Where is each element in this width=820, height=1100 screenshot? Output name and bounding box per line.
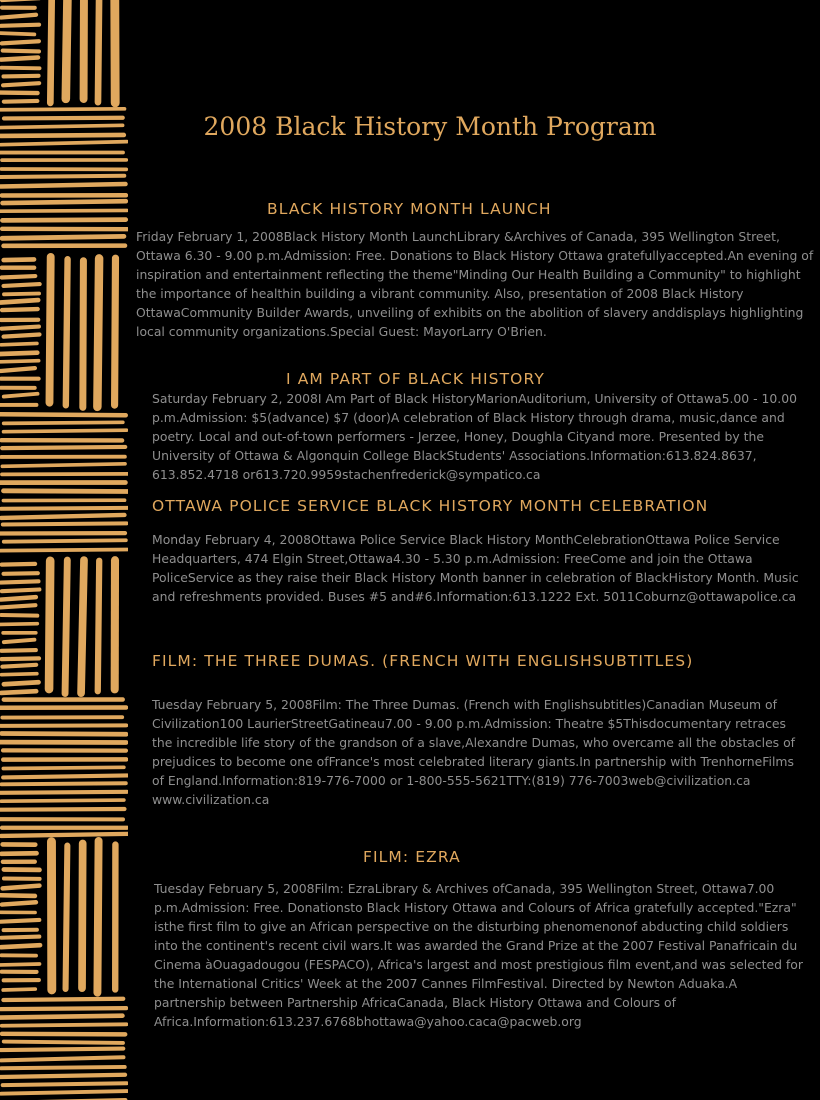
pattern-stroke [3,1083,127,1085]
pattern-stroke [1,792,127,793]
pattern-stroke [1,125,123,127]
pattern-stroke [0,109,124,110]
pattern-stroke [3,51,39,52]
pattern-stroke [4,422,123,423]
pattern-stroke [3,767,124,768]
pattern-stroke [1,15,36,18]
event-description-part-of-history: Saturday February 2, 2008I Am Part of Black HistoryMarionAuditorium, University of Ottawa5.00 - 10.00 p.m.Admission: $5(advance) $7 (door)A celebration of Black History through drama, music,dance and poetry. Local and out-of-town performers - Jerzee, Honey, Doughla Cityand more. Presented by the University of Ottawa & Algonquin College BlackStudents' Associations.Information:613.824.8637, 613.852.4718 or613.720.9959stachenfrederick@sympatico.ca [152,391,798,482]
pattern-stroke [4,259,34,260]
pattern-stroke [3,989,35,990]
pattern-stroke [3,201,126,203]
pattern-stroke [1,1057,123,1060]
pattern-stroke [3,886,40,889]
pattern-stroke [3,491,127,492]
pattern-stroke [2,665,36,667]
event-heading-part-of-history: I AM PART OF BLACK HISTORY [286,370,545,388]
pattern-stroke [98,561,99,691]
pattern-stroke [1,834,128,836]
pattern-stroke [1,691,36,693]
pattern-stroke [66,846,68,989]
pattern-stroke [1,176,125,177]
pattern-stroke [2,447,125,448]
pattern-stroke [4,76,39,77]
pattern-stroke [1,142,127,145]
pattern-stroke [97,841,98,993]
pattern-stroke [2,902,36,904]
pattern-stroke [65,560,67,693]
pattern-stroke [1,515,124,518]
pattern-stroke [82,843,83,988]
event-heading-three-dumas: FILM: THE THREE DUMAS. (FRENCH WITH ENGLISHSUBTITLES) [152,652,694,670]
event-heading-police-celebration: OTTAWA POLICE SERVICE BLACK HISTORY MONTH CELEBRATION [152,497,709,515]
pattern-stroke [0,1075,125,1077]
pattern-stroke [0,361,38,362]
event-description-launch: Friday February 1, 2008Black History Month LaunchLibrary &Archives of Canada, 395 Wellington Street, Ottawa 6.30 - 9.00 p.m.Admission: Free. Donations to Black History Ottawa gratefullyaccepted.An evening of inspiration and entertainment reflecting the theme"Minding Our Health Building a Community" to highlight the importance of healthin building a vibrant community. Also, presentation of 2008 Black History OttawaCommunity Builder Awards, unveiling of exhibits on the abolition of slavery anddisplays highlighting local community organizations.Special Guest: MayorLarry O'Brien. [136,229,814,339]
pattern-stroke [0,414,125,415]
pattern-stroke [4,118,123,119]
pattern-stroke [1,615,37,616]
pattern-stroke [2,658,39,659]
pattern-stroke [2,1024,127,1025]
pattern-stroke [49,257,50,403]
pattern-stroke [1,920,39,922]
pattern-stroke [0,210,127,211]
pattern-stroke [81,560,84,693]
pattern-stroke [1,57,38,59]
pattern-stroke [1,937,39,938]
pattern-stroke [4,682,39,684]
pattern-stroke [4,573,38,574]
pattern-stroke [66,259,68,405]
pattern-stroke [2,236,124,238]
pattern-stroke [4,540,126,541]
event-description-police-celebration: Monday February 4, 2008Ottawa Police Service Black History MonthCelebrationOttawa Police Service Headquarters, 474 Elgin Street,Ottawa4.30 - 5.30 p.m.Admission: FreeCome and join the Ottawa PoliceService as they raise their Black History Month banner in celebration of BlackHistory Month. Music and refreshments provided. Buses #5 and#6.Information:613.1222 Ext. 5011Coburnz@ottawapolice.ca [152,532,799,604]
pattern-stroke [1,135,124,136]
pattern-stroke [2,589,40,591]
pattern-stroke [2,783,126,784]
pattern-stroke [4,294,39,295]
pattern-stroke [0,353,37,354]
pattern-stroke [1,549,128,550]
pattern-stroke [83,261,84,408]
pattern-stroke [2,650,36,651]
pattern-stroke [2,733,127,734]
page-title: 2008 Black History Month Program [203,112,657,141]
pattern-stroke [66,0,68,99]
pattern-stroke [2,327,39,329]
pattern-stroke [1,964,40,965]
pattern-stroke [97,258,99,406]
pattern-stroke [4,284,40,286]
decorative-mudcloth-pattern [0,0,128,1100]
pattern-stroke [2,309,38,310]
event-heading-ezra: FILM: EZRA [363,848,461,866]
event-heading-launch: BLACK HISTORY MONTH LAUNCH [267,200,552,218]
pattern-stroke [4,430,127,431]
pattern-stroke [0,624,37,625]
pattern-stroke [0,1016,122,1018]
pattern-stroke [2,220,125,221]
pattern-stroke [3,83,39,85]
pattern-stroke [1,945,40,947]
pattern-stroke [49,561,50,689]
pattern-stroke [2,464,125,467]
pattern-stroke [4,101,38,102]
pattern-stroke [3,999,123,1000]
pattern-stroke [4,1042,123,1043]
pattern-stroke [2,276,36,277]
pattern-stroke [3,775,127,777]
pattern-stroke [0,184,125,186]
pattern-stroke [0,1049,123,1050]
pattern-stroke [2,41,39,43]
pattern-stroke [1,68,39,69]
pattern-stroke [1,800,124,801]
pattern-stroke [115,258,116,405]
pattern-stroke [2,474,128,475]
pattern-stroke [1,33,35,34]
pattern-stroke [1,343,37,344]
pattern-stroke [1,895,35,896]
pattern-stroke [2,1034,125,1035]
pattern-stroke [4,394,38,397]
pattern-stroke [1,1091,127,1094]
pattern-stroke [1,1067,125,1068]
pattern-stroke [4,334,40,336]
pattern-stroke [1,597,36,599]
pattern-stroke [1,809,125,810]
pattern-stroke [1,508,127,509]
pattern-stroke [1,853,36,854]
event-description-ezra: Tuesday February 5, 2008Film: EzraLibrary & Archives ofCanada, 395 Wellington Street, Ottawa7.00 p.m.Admission: Free. Donationsto Black History Ottawa and Colours of Africa gratefully accepted."Ezra" isthe first film to give an African perspective on the disturbing phenomenonof abducting child soldiers into the continent's recent civil wars.It was awarded the Grand Prize at the 2007 Festival Panafricain du Cinema àOuagadougou (FESPACO), Africa's largest and most prestigious film event,and was selected for the International Critics' Week at the 2007 Cannes FilmFestival. Directed by Newton Aduaka.A partnership between Partnership AfricaCanada, Black History Ottawa and Colours of Africa.Information:613.237.6768bhottawa@yahoo.caca@pacweb.org [154,881,803,1029]
pattern-stroke [1,581,38,582]
pattern-stroke [98,0,99,102]
pattern-stroke [2,674,37,675]
pattern-stroke [1,25,39,26]
pattern-stroke [0,605,35,607]
event-description-three-dumas: Tuesday February 5, 2008Film: The Three Dumas. (French with Englishsubtitles)Canadian Museum of Civilization100 LaurierStreetGatineau7.00 - 9.00 p.m.Admission: Theatre $5Thisdocumentary retraces the incredible life story of the grandson of a slave,Alexandre Dumas, who overcame all the obstacles of prejudices to become one ofFrance's most celebrated literary giants.In partnership with TrenhorneFilms of England.Information:819-776-7000 or 1-800-555-5621TTY:(819) 776-7003web@civilization.ca www.civilization.ca [152,697,796,807]
pattern-stroke [1,368,35,371]
pattern-stroke [2,564,35,565]
pattern-stroke [4,640,35,642]
pattern-stroke [1,300,38,302]
pattern-stroke [1,1008,127,1009]
pattern-stroke [50,0,51,103]
pattern-stroke [3,523,127,524]
